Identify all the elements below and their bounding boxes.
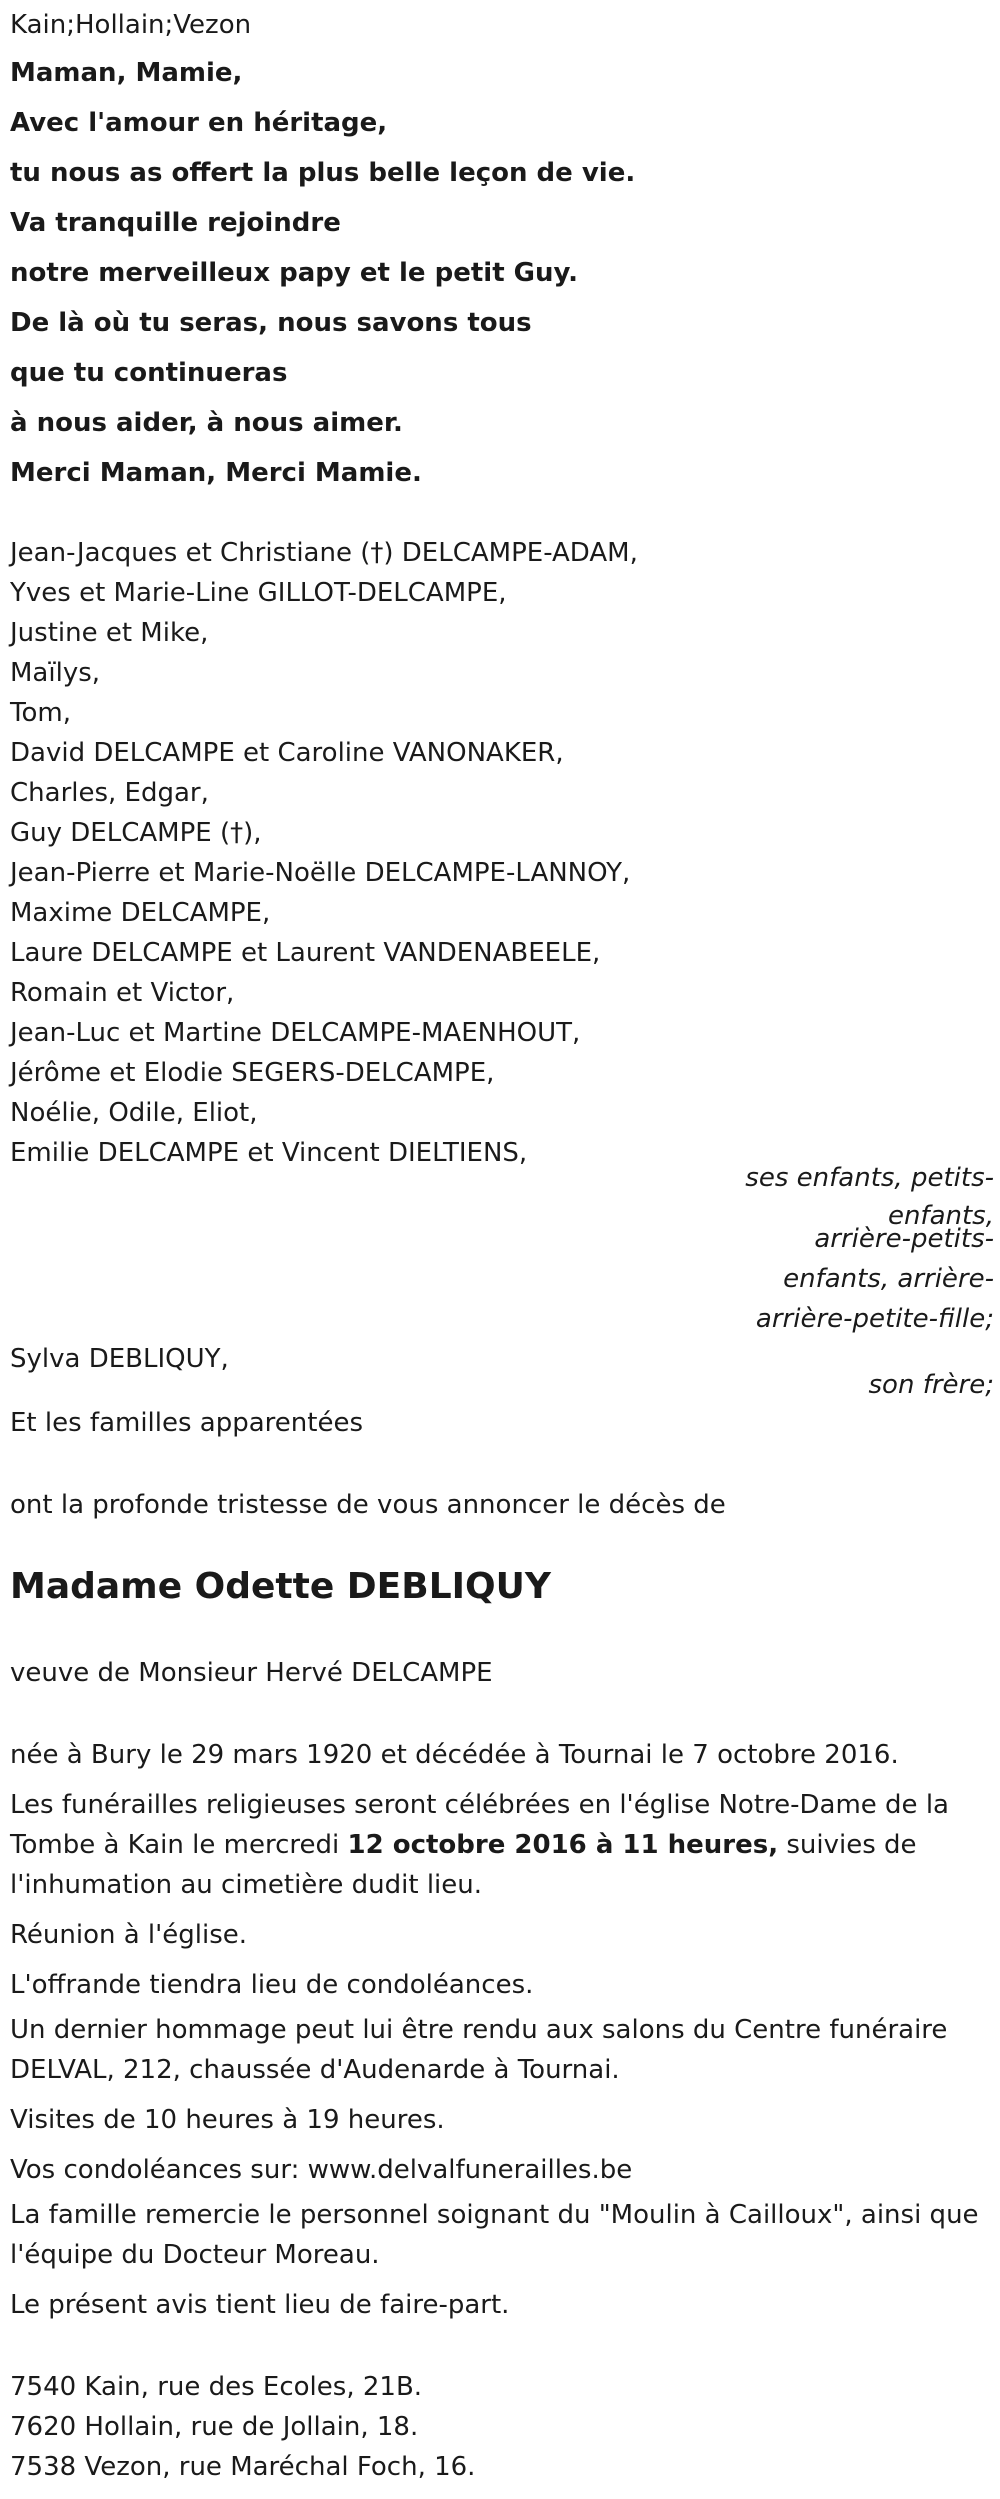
tribute-paragraph: Un dernier hommage peut lui être rendu aux salons du Centre funéraire DELVAL, 212, chaussée d'Audenarde à Tournai. [10, 2015, 948, 2085]
address-line: 7620 Hollain, rue de Jollain, 18. [10, 2412, 419, 2442]
note-line: Visites de 10 heures à 19 heures. [10, 2105, 445, 2135]
family-member: Yves et Marie-Line GILLOT-DELCAMPE, [10, 578, 507, 608]
family-member: Charles, Edgar, [10, 778, 209, 808]
thanks-paragraph: La famille remercie le personnel soignant du "Moulin à Cailloux", ainsi que l'équipe du Docteur Moreau. [10, 2200, 979, 2270]
funeral-paragraph [10, 1785, 995, 1905]
family-member: Noélie, Odile, Eliot, [10, 1098, 258, 1128]
sibling-name: Sylva DEBLIQUY, [10, 1344, 229, 1374]
family-member: Laure DELCAMPE et Laurent VANDENABEELE, [10, 938, 601, 968]
family-member: Maïlys, [10, 658, 101, 688]
funeral-date: 12 octobre 2016 à 11 heures, [347, 1830, 779, 1860]
family-role-line: arrière-petits- [814, 1224, 994, 1254]
poem-line: à nous aider, à nous aimer. [10, 408, 403, 438]
family-role-line: arrière-petite-fille; [755, 1304, 994, 1334]
poem-line: Merci Maman, Merci Mamie. [10, 458, 422, 488]
funeral-text-after: suivies de l'inhumation au cimetière dudit lieu. [10, 1830, 917, 1900]
family-member: Maxime DELCAMPE, [10, 898, 271, 928]
family-member: Jean-Luc et Martine DELCAMPE-MAENHOUT, [10, 1018, 581, 1048]
deceased-name: Madame Odette DEBLIQUY [10, 1566, 551, 1607]
family-member: Guy DELCAMPE (†), [10, 818, 262, 848]
family-role-line: enfants, [887, 1201, 994, 1231]
announcement-line: ont la profonde tristesse de vous annoncer le décès de [10, 1490, 726, 1520]
family-member: Jean-Pierre et Marie-Noëlle DELCAMPE-LANNOY, [10, 858, 631, 888]
family-member: David DELCAMPE et Caroline VANONAKER, [10, 738, 564, 768]
family-member: Justine et Mike, [10, 618, 209, 648]
family-member: Jean-Jacques et Christiane (†) DELCAMPE-ADAM, [10, 538, 638, 568]
localities-header: Kain;Hollain;Vezon [10, 10, 252, 40]
widow-of-line: veuve de Monsieur Hervé DELCAMPE [10, 1658, 493, 1688]
poem-line: Avec l'amour en héritage, [10, 108, 388, 138]
poem-line: De là où tu seras, nous savons tous [10, 308, 532, 338]
note-line: L'offrande tiendra lieu de condoléances. [10, 1970, 534, 2000]
poem-line: Va tranquille rejoindre [10, 208, 341, 238]
condolences-line: Vos condoléances sur: www.delvalfunerailles.be [10, 2155, 633, 2185]
funeral-text: Les funérailles religieuses seront célébrées en l'église Notre-Dame de la Tombe à Kain le mercredi [10, 1790, 949, 1860]
note-line: Réunion à l'église. [10, 1920, 248, 1950]
address-line: 7538 Vezon, rue Maréchal Foch, 16. [10, 2452, 476, 2482]
family-role-line: enfants, arrière- [783, 1264, 994, 1294]
family-member: Romain et Victor, [10, 978, 235, 1008]
sibling-role: son frère; [868, 1370, 994, 1400]
family-role-line: ses enfants, petits- [745, 1163, 994, 1193]
address-line: 7540 Kain, rue des Ecoles, 21B. [10, 2372, 423, 2402]
note-line: Le présent avis tient lieu de faire-part. [10, 2290, 510, 2320]
birth-death-line: née à Bury le 29 mars 1920 et décédée à Tournai le 7 octobre 2016. [10, 1740, 899, 1770]
poem-line: notre merveilleux papy et le petit Guy. [10, 258, 578, 288]
family-member: Tom, [10, 698, 71, 728]
poem-line: Maman, Mamie, [10, 58, 243, 88]
relatives-line: Et les familles apparentées [10, 1408, 364, 1438]
family-member: Jérôme et Elodie SEGERS-DELCAMPE, [10, 1058, 495, 1088]
poem-line: que tu continueras [10, 358, 288, 388]
family-member: Emilie DELCAMPE et Vincent DIELTIENS, [10, 1138, 528, 1168]
poem-line: tu nous as offert la plus belle leçon de vie. [10, 158, 636, 188]
